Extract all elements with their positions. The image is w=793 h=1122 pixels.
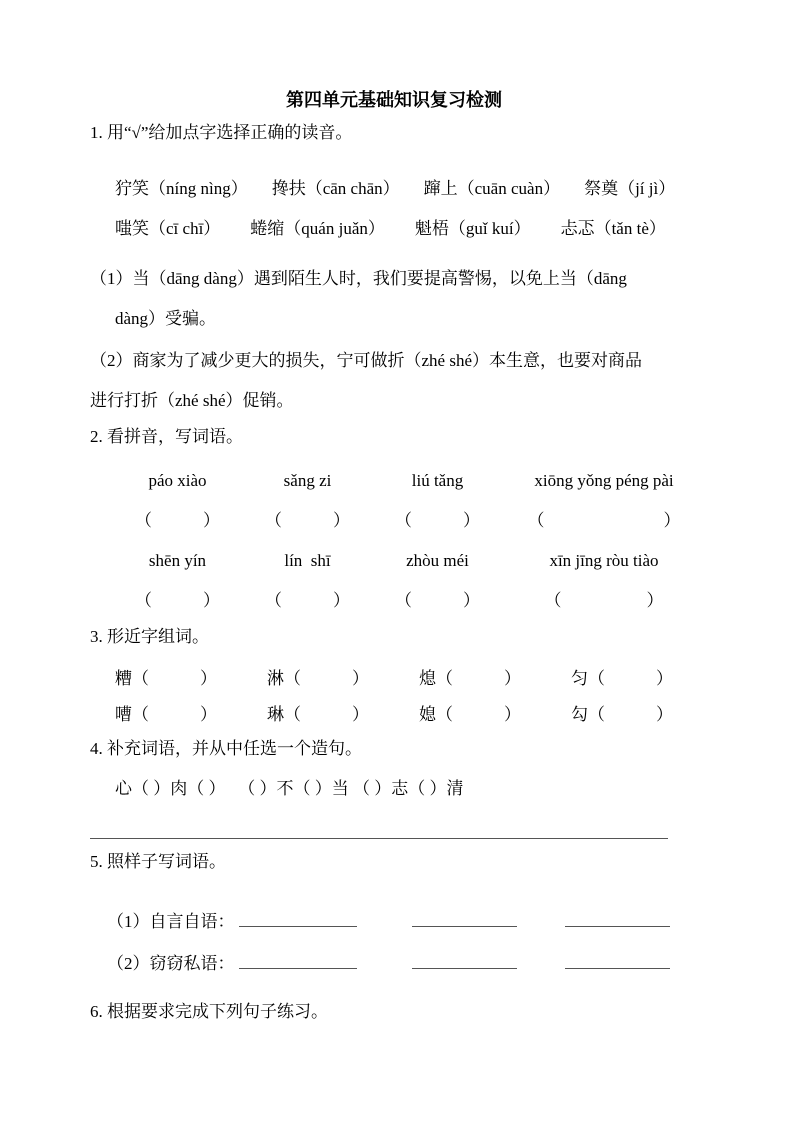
q2-prompt: 2. 看拼音，写词语。 <box>90 427 243 446</box>
q2-answer-blank: （ ） <box>395 591 480 610</box>
q5-prompt: 5. 照样子写词语。 <box>90 852 226 871</box>
q2-pinyin: zhòu méi <box>406 551 469 570</box>
q4-prompt: 4. 补充词语，并从中任选一个造句。 <box>90 739 362 758</box>
q2-answer-blank: （ ） <box>135 511 220 530</box>
q1-sub2-line2: 进行打折（zhé shé）促销。 <box>90 391 294 410</box>
q3-item: 琳（ ） <box>267 705 369 724</box>
q3-item: 媳（ ） <box>419 705 521 724</box>
q2-answer-blank: （ ） <box>135 591 220 610</box>
q3-row1 <box>90 668 698 690</box>
q5-answer-blank <box>565 953 670 969</box>
q1-sub1-line1: （1）当（dāng dàng）遇到陌生人时，我们要提高警惕，以免上当（dāng <box>90 269 627 288</box>
q1-word: 忐忑（tǎn tè） <box>560 219 666 238</box>
q3-item: 熄（ ） <box>419 669 521 688</box>
q4-sentence-answer-line <box>90 822 668 839</box>
q2-answer-blank: （ ） <box>544 591 664 610</box>
q2-answer-blank: （ ） <box>265 511 350 530</box>
page-title: 第四单元基础知识复习检测 <box>286 90 502 110</box>
q5-answer-blank <box>412 911 517 927</box>
q5-answer-blank <box>239 953 357 969</box>
q3-item: 勾（ ） <box>571 705 673 724</box>
q1-words-row2 <box>90 218 698 240</box>
q2-pinyin: xiōng yǒng péng pài <box>534 471 674 490</box>
q3-prompt: 3. 形近字组词。 <box>90 627 209 646</box>
q5-answer-blank <box>565 911 670 927</box>
q2-answer-blank: （ ） <box>265 591 350 610</box>
q5-sub1 <box>90 889 698 931</box>
q2-pinyin: liú tǎng <box>411 471 464 490</box>
q1-words-row1 <box>90 178 698 200</box>
q2-pinyin: páo xiào <box>148 471 207 490</box>
q2-answer-blank: （ ） <box>395 511 480 530</box>
q2-pinyin: lín shī <box>284 551 331 570</box>
q2-blank-row1 <box>90 510 698 532</box>
q1-word: 搀扶（cān chān） <box>271 179 400 198</box>
q5-answer-blank <box>239 911 357 927</box>
q5-sub1-label: （1）自言自语： <box>107 912 235 931</box>
q1-word: 嗤笑（cī chī） <box>115 219 221 238</box>
q3-item: 糟（ ） <box>115 669 217 688</box>
q2-pinyin: shēn yín <box>148 551 207 570</box>
q3-item: 匀（ ） <box>571 669 673 688</box>
q3-item: 淋（ ） <box>267 669 369 688</box>
q2-answer-blank: （ ） <box>527 511 681 530</box>
q3-item: 嘈（ ） <box>115 705 217 724</box>
q5-sub2-label: （2）窃窃私语： <box>107 954 235 973</box>
q1-word: 狞笑（níng nìng） <box>115 179 248 198</box>
q2-pinyin-row1 <box>90 470 698 492</box>
q1-word: 蹿上（cuān cuàn） <box>423 179 561 198</box>
q2-pinyin: xīn jīng ròu tiào <box>549 551 659 570</box>
q1-word: 祭奠（jí jì） <box>584 179 676 198</box>
q4-fill-line: 心（ ）肉（ ） （ ）不（ ）当 （ ）志（ ）清 <box>115 779 464 798</box>
q5-answer-blank <box>412 953 517 969</box>
q1-word: 蜷缩（quán juǎn） <box>250 219 385 238</box>
q5-sub2 <box>90 931 698 973</box>
q1-sub2-line1: （2）商家为了减少更大的损失，宁可做折（zhé shé）本生意，也要对商品 <box>90 351 643 370</box>
q3-row2 <box>90 704 698 726</box>
q2-blank-row2 <box>90 590 698 612</box>
q2-pinyin: sǎng zi <box>283 471 332 490</box>
q1-prompt: 1. 用“√”给加点字选择正确的读音。 <box>90 123 353 142</box>
q1-word: 魁梧（guǐ kuí） <box>414 219 531 238</box>
q6-prompt: 6. 根据要求完成下列句子练习。 <box>90 1002 328 1021</box>
q1-sub1-line2: dàng）受骗。 <box>115 309 217 328</box>
q2-pinyin-row2 <box>90 550 698 572</box>
